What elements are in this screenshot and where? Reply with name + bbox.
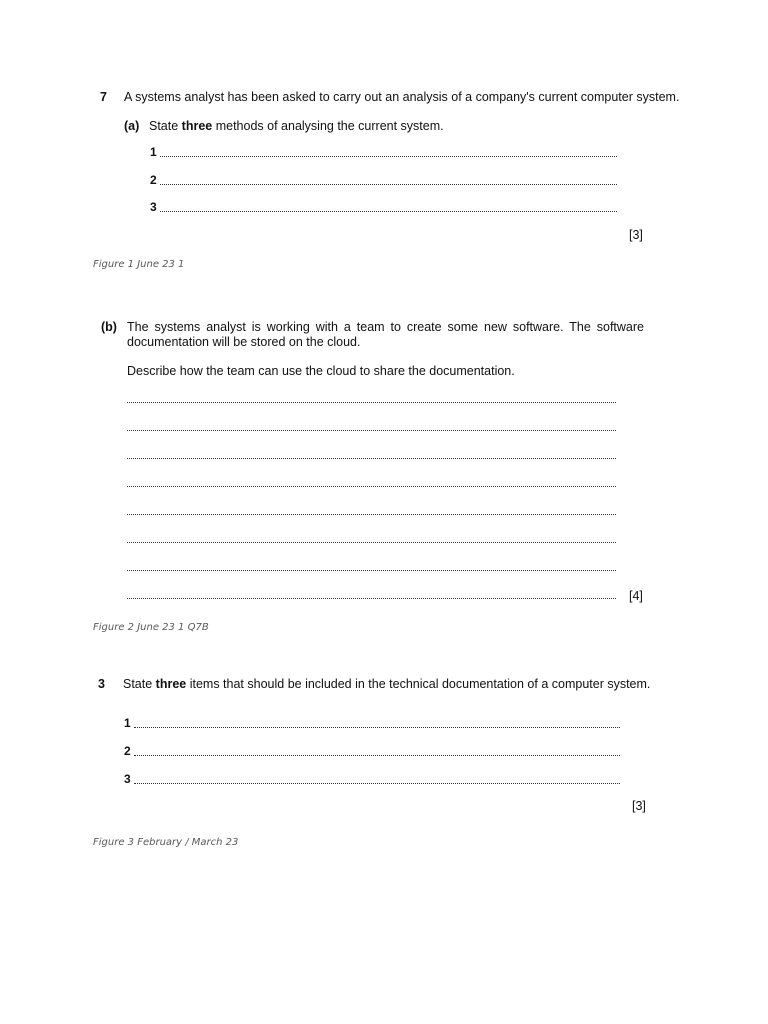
dotted-line (127, 430, 616, 431)
figure-caption: Figure 2 June 23 1 Q7B (93, 622, 209, 633)
answer-line[interactable] (127, 559, 616, 573)
answer-line[interactable] (127, 391, 616, 405)
answer-number: 1 (124, 716, 131, 730)
answer-number: 1 (150, 145, 157, 159)
prompt-text: State (123, 677, 156, 691)
answer-number: 2 (150, 173, 157, 187)
question-number: 7 (100, 90, 107, 104)
dotted-line (127, 458, 616, 459)
answer-line[interactable] (150, 145, 617, 159)
answer-line[interactable] (150, 200, 617, 214)
dotted-line (134, 755, 620, 756)
question-3-prompt (123, 677, 650, 692)
figure-caption: Figure 1 June 23 1 (93, 259, 185, 270)
marks-indicator: [3] (632, 799, 646, 813)
dotted-line (127, 514, 616, 515)
answer-line[interactable] (127, 503, 616, 517)
answer-line[interactable] (127, 447, 616, 461)
dotted-line (160, 156, 617, 157)
dotted-line (134, 783, 620, 784)
prompt-text: items that should be included in the technical documentation of a computer system. (186, 677, 651, 691)
prompt-text: State (149, 119, 182, 133)
marks-indicator: [3] (629, 228, 643, 242)
question-stem: A systems analyst has been asked to carry out an analysis of a company's current computer system. (124, 90, 680, 104)
prompt-text: methods of analysing the current system. (212, 119, 444, 133)
part-label: (a) (124, 119, 140, 133)
part-a-prompt (149, 119, 444, 134)
figure-caption: Figure 3 February / March 23 (93, 837, 239, 848)
dotted-line (127, 598, 616, 599)
dotted-line (127, 402, 616, 403)
answer-number: 3 (124, 772, 131, 786)
answer-line[interactable] (150, 173, 617, 187)
question-number: 3 (98, 677, 105, 691)
marks-indicator: [4] (629, 589, 643, 603)
answer-number: 3 (150, 200, 157, 214)
dotted-line (127, 486, 616, 487)
part-b-scenario: The systems analyst is working with a team to create some new software. The software documentation will be stored on the cloud. (127, 320, 644, 349)
answer-line[interactable] (127, 419, 616, 433)
dotted-line (160, 184, 617, 185)
dotted-line (127, 570, 616, 571)
part-b-prompt: Describe how the team can use the cloud to share the documentation. (127, 364, 515, 378)
part-label: (b) (101, 320, 117, 334)
dotted-line (127, 542, 616, 543)
answer-line[interactable] (124, 744, 620, 758)
answer-line[interactable] (124, 716, 620, 730)
answer-line[interactable] (127, 587, 616, 601)
answer-number: 2 (124, 744, 131, 758)
dotted-line (160, 211, 617, 212)
answer-line[interactable] (124, 772, 620, 786)
dotted-line (134, 727, 620, 728)
prompt-emphasis: three (155, 677, 187, 691)
answer-line[interactable] (127, 475, 616, 489)
answer-line[interactable] (127, 531, 616, 545)
prompt-emphasis: three (181, 119, 213, 133)
